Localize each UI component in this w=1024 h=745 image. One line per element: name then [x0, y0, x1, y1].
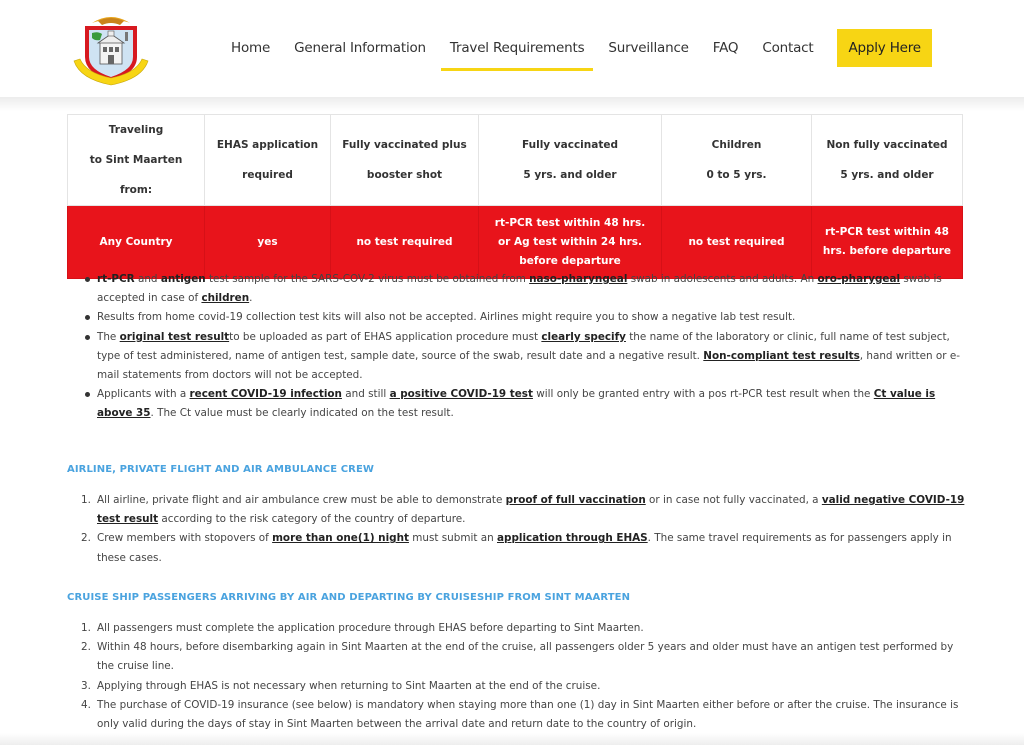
- list-item: Results from home covid-19 collection test kits will also not be accepted. Airlines might require you to show a negative lab test result.: [67, 308, 967, 327]
- header-vaccinated-booster: Fully vaccinated plus booster shot: [331, 115, 479, 206]
- nav-faq[interactable]: FAQ: [712, 40, 739, 56]
- cell-ehas: yes: [205, 206, 331, 279]
- header-divider: [0, 97, 1024, 111]
- test-requirements-list: [67, 270, 967, 424]
- header-ehas-required: EHAS application required: [205, 115, 331, 206]
- cruise-list: [67, 619, 967, 734]
- cell-non-fully-vaccinated: rt-PCR test within 48 hrs. before departure: [812, 206, 963, 279]
- list-item: The original test resultto be uploaded as part of EHAS application procedure must clearly specify the name of the laboratory or clinic, full name of test subject, type of test administered, name of antigen test, sample date, source of the swab, result date and a negative result. Non-compliant test results, hand written or e-mail statements from doctors will not be accepted.: [67, 328, 967, 386]
- travel-requirements-table: [67, 114, 963, 279]
- header-children: Children 0 to 5 yrs.: [662, 115, 812, 206]
- site-header: [0, 0, 1024, 97]
- cell-country: Any Country: [68, 206, 205, 279]
- list-item: 3. Applying through EHAS is not necessary when returning to Sint Maarten at the end of the cruise.: [81, 679, 601, 692]
- coat-of-arms-logo[interactable]: [70, 9, 152, 87]
- list-item: 1. All airline, private flight and air ambulance crew must be able to demonstrate proof of full vaccination or in case not fully vaccinated, a valid negative COVID-19 test result according to the risk category of the country of departure.: [81, 494, 965, 526]
- header-traveling-from: Traveling to Sint Maarten from:: [68, 115, 205, 206]
- header-non-fully-vaccinated: Non fully vaccinated 5 yrs. and older: [812, 115, 963, 206]
- crew-section-title: AIRLINE, PRIVATE FLIGHT AND AIR AMBULANCE CREW: [67, 464, 375, 475]
- nav-home[interactable]: Home: [231, 40, 271, 56]
- nav-contact[interactable]: Contact: [762, 40, 814, 56]
- main-nav: [219, 29, 932, 67]
- cruise-section-title: CRUISE SHIP PASSENGERS ARRIVING BY AIR AND DEPARTING BY CRUISESHIP FROM SINT MAARTEN: [67, 592, 631, 603]
- apply-here-button[interactable]: Apply Here: [837, 29, 931, 67]
- coat-of-arms-icon: [70, 9, 152, 87]
- header-fully-vaccinated: Fully vaccinated 5 yrs. and older: [479, 115, 662, 206]
- list-item: rt-PCR and antigen test sample for the SARS-COV-2 virus must be obtained from naso-pharyngeal swab in adolescents and adults. An oro-pharygeal swab is accepted in case of children.: [67, 270, 967, 308]
- crew-list: [67, 491, 967, 568]
- list-item: 1. All passengers must complete the application procedure through EHAS before departing to Sint Maarten.: [81, 622, 644, 634]
- cell-booster: no test required: [331, 206, 479, 279]
- cell-fully-vaccinated: rt-PCR test within 48 hrs. or Ag test within 24 hrs. before departure: [479, 206, 662, 279]
- table-row: [68, 206, 963, 279]
- list-item: Applicants with a recent COVID-19 infection and still a positive COVID-19 test will only be granted entry with a pos rt-PCR test result when the Ct value is above 35. The Ct value must be clearly indicated on the test result.: [67, 385, 967, 423]
- list-item: 2. Crew members with stopovers of more than one(1) night must submit an application through EHAS. The same travel requirements as for passengers apply in these cases.: [81, 532, 952, 564]
- nav-general-information[interactable]: General Information: [294, 40, 426, 56]
- nav-travel-requirements[interactable]: Travel Requirements: [438, 29, 596, 67]
- cell-children: no test required: [662, 206, 812, 279]
- list-item: 4. The purchase of COVID-19 insurance (see below) is mandatory when staying more than one (1) day in Sint Maarten either before or after the cruise. The insurance is only valid during the days of stay in Sint Maarten between the arrival date and return date to the country of origin.: [81, 698, 959, 731]
- table-header-row: [68, 115, 963, 206]
- list-item: 2. Within 48 hours, before disembarking again in Sint Maarten at the end of the cruise, all passengers older 5 years and older must have an antigen test performed by the cruise line.: [81, 641, 954, 673]
- nav-surveillance[interactable]: Surveillance: [608, 40, 689, 56]
- bottom-fade: [0, 733, 1024, 745]
